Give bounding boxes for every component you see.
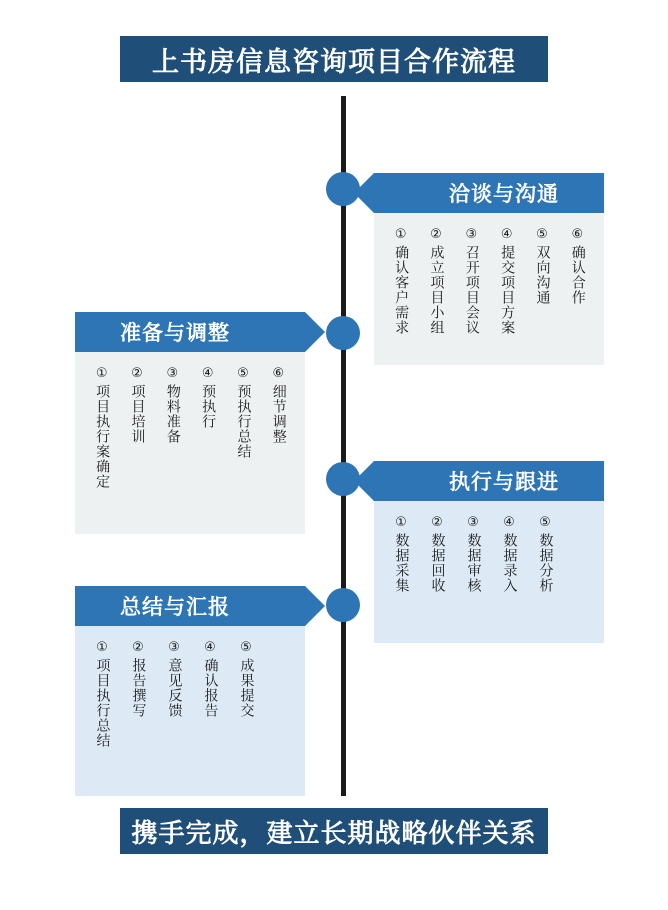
item-label: 确认合作 — [569, 245, 586, 305]
item-label: 双向沟通 — [534, 245, 551, 305]
stage-item — [162, 366, 183, 518]
stage-body-summary — [75, 626, 305, 796]
stage-item — [390, 227, 411, 349]
item-label: 项目执行案确定 — [94, 384, 111, 489]
page-title: 上书房信息咨询项目合作流程 — [152, 46, 516, 78]
item-number: ③ — [467, 515, 479, 530]
item-number: ⑥ — [571, 227, 584, 242]
item-number: ④ — [500, 227, 513, 242]
stage-body-negotiation — [374, 213, 604, 365]
item-label: 召开项目会议 — [463, 245, 480, 335]
item-number: ⑥ — [272, 366, 285, 381]
item-number: ② — [132, 640, 144, 655]
stage-card-preparation — [75, 312, 305, 534]
stage-title-preparation: 准备与调整 — [120, 321, 230, 345]
item-number: ① — [394, 227, 407, 242]
item-label: 细节调整 — [270, 384, 287, 444]
stage-header-summary — [75, 586, 305, 626]
stage-item — [534, 515, 556, 627]
stage-item — [127, 640, 149, 780]
diagram-footer-bar — [120, 808, 548, 854]
item-label: 项目培训 — [129, 384, 146, 444]
stage-header-execution — [374, 461, 604, 501]
stage-item — [232, 366, 253, 518]
item-number: ① — [96, 640, 108, 655]
stage-item — [91, 640, 113, 780]
stage-body-execution — [374, 501, 604, 643]
item-label: 预执行总结 — [235, 384, 252, 459]
item-label: 成果提交 — [238, 658, 255, 718]
stage-item — [425, 227, 446, 349]
stage-title-negotiation: 洽谈与沟通 — [449, 182, 559, 206]
item-label: 意见反馈 — [166, 658, 183, 718]
stage-item — [498, 515, 520, 627]
stage-card-execution — [374, 461, 604, 643]
stage-item — [199, 640, 221, 780]
stage-item — [462, 515, 484, 627]
item-number: ① — [395, 515, 407, 530]
item-label: 成立项目小组 — [428, 245, 445, 335]
diagram-title-bar — [120, 36, 548, 82]
item-number: ③ — [465, 227, 478, 242]
item-number: ① — [95, 366, 108, 381]
item-number: ④ — [201, 366, 214, 381]
item-label: 数据采集 — [393, 533, 410, 593]
stage-body-preparation — [75, 352, 305, 534]
stage-item — [461, 227, 482, 349]
stage-item — [126, 366, 147, 518]
item-number: ② — [131, 366, 143, 381]
item-number: ⑤ — [240, 640, 252, 655]
item-number: ④ — [503, 515, 515, 530]
stage-item — [426, 515, 448, 627]
item-label: 数据回收 — [429, 533, 446, 593]
stage-item — [235, 640, 257, 780]
stage-title-summary: 总结与汇报 — [120, 595, 230, 619]
item-label: 项目执行总结 — [94, 658, 111, 748]
item-number: ⑤ — [536, 227, 548, 242]
item-number: ③ — [168, 640, 180, 655]
stage-header-negotiation — [374, 173, 604, 213]
item-label: 数据录入 — [501, 533, 518, 593]
item-label: 确认报告 — [202, 658, 219, 718]
timeline-node-summary — [326, 588, 360, 622]
item-number: ② — [431, 515, 443, 530]
stage-title-execution: 执行与跟进 — [449, 470, 559, 494]
item-number: ④ — [204, 640, 216, 655]
footer-slogan: 携手完成，建立长期战略伙伴关系 — [131, 818, 537, 849]
stage-item — [268, 366, 289, 518]
stage-item — [91, 366, 112, 518]
stage-item — [567, 227, 588, 349]
item-number: ③ — [166, 366, 179, 381]
stage-item — [390, 515, 412, 627]
item-number: ⑤ — [539, 515, 551, 530]
item-label: 预执行 — [200, 384, 217, 429]
item-label: 数据分析 — [537, 533, 554, 593]
stage-item — [531, 227, 552, 349]
timeline-node-preparation — [326, 316, 360, 350]
item-label: 提交项目方案 — [499, 245, 516, 335]
stage-item — [197, 366, 218, 518]
stage-item — [163, 640, 185, 780]
stage-card-summary — [75, 586, 305, 796]
item-label: 报告撰写 — [130, 658, 147, 718]
item-label: 物料准备 — [164, 384, 181, 444]
item-label: 数据审核 — [465, 533, 482, 593]
item-number: ⑤ — [237, 366, 249, 381]
stage-header-preparation — [75, 312, 305, 352]
stage-item — [496, 227, 517, 349]
item-number: ② — [430, 227, 442, 242]
stage-card-negotiation — [374, 173, 604, 365]
item-label: 确认客户需求 — [393, 245, 410, 335]
